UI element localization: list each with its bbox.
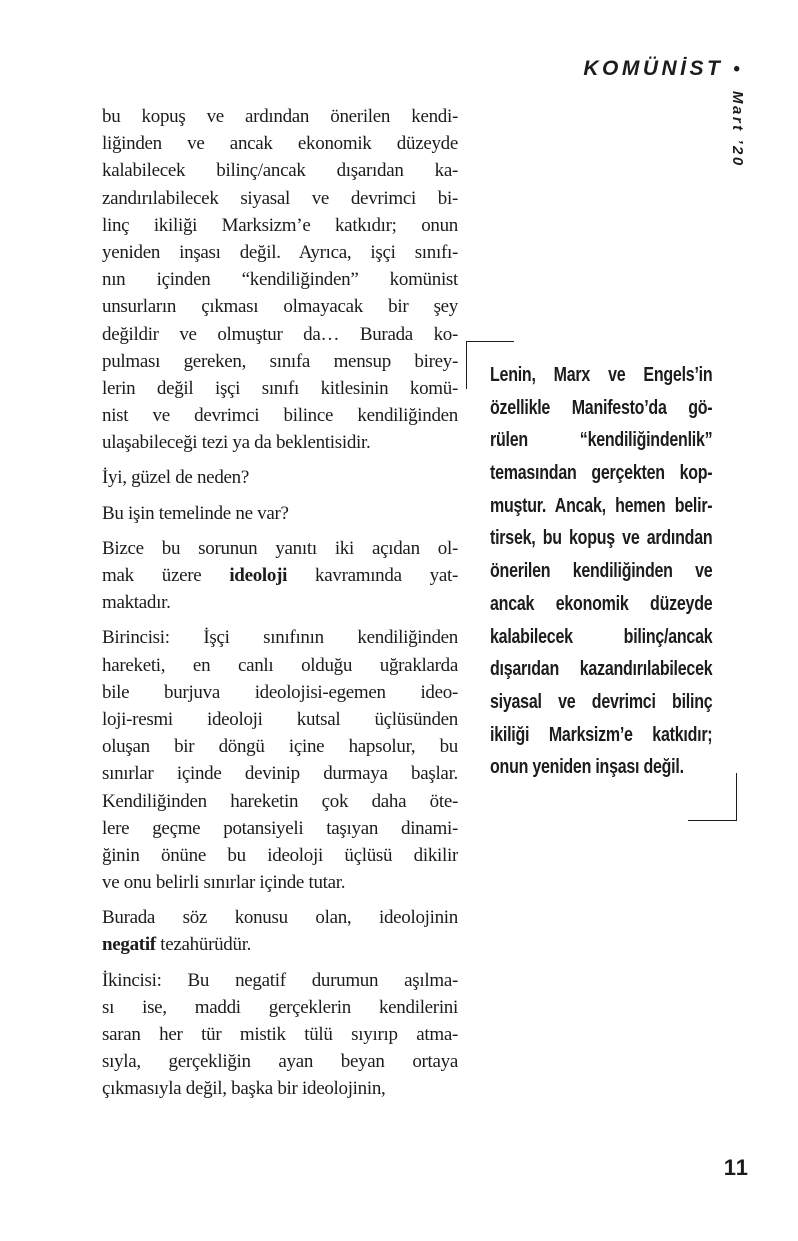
quote-line: Lenin, Marx ve Engels’in — [490, 364, 713, 386]
quote-line: muştur. Ancak, hemen belir- — [490, 494, 713, 517]
body-line: Bizce bu sorunun yanıtı iki açıdan ol- — [102, 537, 458, 559]
paragraph — [102, 103, 458, 456]
body-line: lere geçme potansiyeli taşıyan dinami- — [102, 817, 458, 839]
body-line: linç ikiliği Marksizm’e katkıdır; onun — [102, 214, 458, 236]
body-line: ve onu belirli sınırlar içinde tutar. — [102, 872, 346, 894]
issue-date: Mart ’20 — [729, 91, 746, 168]
quote-line: rülen “kendiliğindenlik” — [490, 429, 713, 452]
quote-line: özellikle Manifesto’da gö- — [490, 396, 713, 419]
body-line: Bu işin temelinde ne var? — [102, 502, 289, 524]
body-line: çıkmasıyla değil, başka bir ideolojinin, — [102, 1078, 386, 1100]
journal-title: KOMÜNİST — [583, 57, 724, 80]
quote-line: ikiliği Marksizm’e katkıdır; — [490, 723, 713, 746]
paragraph — [102, 967, 458, 1103]
body-line: yeniden inşası değil. Ayrıca, işçi sınıfı- — [102, 241, 458, 263]
body-line: ulaşabileceği tezi ya da beklentisidir. — [102, 432, 371, 454]
quote-line: dışarıdan kazandırılabilecek — [490, 658, 713, 681]
body-line: oluşan bir döngü içine hapsolur, bu — [102, 736, 458, 758]
body-line: Birincisi: İşçi sınıfının kendiliğinden — [102, 627, 458, 649]
paragraph — [102, 624, 458, 896]
quote-line: temasından gerçekten kop- — [490, 462, 713, 485]
body-line: Burada söz konusu olan, ideolojinin — [102, 907, 458, 929]
quote-line: siyasal ve devrimci bilinç — [490, 690, 713, 713]
quote-line: onun yeniden inşası değil. — [490, 756, 684, 779]
quote-line: ancak ekonomik düzeyde — [490, 592, 713, 615]
body-line: pulması gereken, sınıfa mensup birey- — [102, 350, 458, 372]
body-line: Kendiliğinden hareketin çok daha öte- — [102, 790, 458, 812]
paragraph — [102, 500, 458, 527]
body-line: değildir ve olmuştur da… Burada ko- — [102, 323, 458, 345]
body-line: lerin değil işçi sınıfı kitlesinin komü- — [102, 377, 458, 399]
paragraph — [102, 904, 458, 958]
bullet-separator-icon: • — [733, 58, 740, 80]
body-line: loji-resmi ideoloji kutsal üçlüsünden — [102, 708, 458, 730]
article-body-column — [102, 103, 458, 1103]
body-line: nist ve devrimci bilince kendiliğinden — [102, 405, 458, 427]
body-line: liğinden ve ancak ekonomik düzeyde — [102, 133, 458, 155]
body-line: maktadır. — [102, 592, 171, 614]
body-line: hareketi, en canlı olduğu uğraklarda — [102, 654, 458, 676]
page-number: 11 — [723, 1155, 749, 1180]
body-line: nın içinden “kendiliğinden” komünist — [102, 269, 458, 291]
pullquote-close-bracket-icon — [688, 773, 737, 821]
body-line: bu kopuş ve ardından önerilen kendi- — [102, 106, 458, 127]
body-line: unsurların çıkması olmayacak bir şey — [102, 296, 458, 318]
body-line: kalabilecek bilinç/ancak dışarıdan ka- — [102, 160, 458, 182]
quote-line: tirsek, bu kopuş ve ardından — [490, 527, 713, 550]
body-line: ğinin önüne bu ideoloji üçlüsü dikilir — [102, 844, 458, 866]
body-line: İyi, güzel de neden? — [102, 467, 249, 489]
body-line: saran her tür mistik tülü sıyırıp atma- — [102, 1024, 458, 1045]
quote-line: önerilen kendiliğinden ve — [490, 560, 713, 583]
body-line: bile burjuva ideolojisi-egemen ideo- — [102, 681, 458, 703]
pull-quote — [490, 359, 712, 784]
body-line: sı ise, maddi gerçeklerin kendilerini — [102, 996, 458, 1018]
journal-masthead — [583, 57, 740, 81]
body-line: zandırılabilecek siyasal ve devrimci bi- — [102, 187, 458, 209]
body-line: İkincisi: Bu negatif durumun aşılma- — [102, 969, 458, 991]
body-line: negatif tezahürüdür. — [102, 934, 252, 956]
body-line: sıyla, gerçekliğin ayan beyan ortaya — [102, 1051, 458, 1073]
paragraph — [102, 464, 458, 491]
quote-line: kalabilecek bilinç/ancak — [490, 625, 713, 648]
paragraph — [102, 535, 458, 617]
body-line: mak üzere ideoloji kavramında yat- — [102, 565, 458, 586]
body-line: sınırlar içinde devinip durmaya başlar. — [102, 763, 458, 785]
